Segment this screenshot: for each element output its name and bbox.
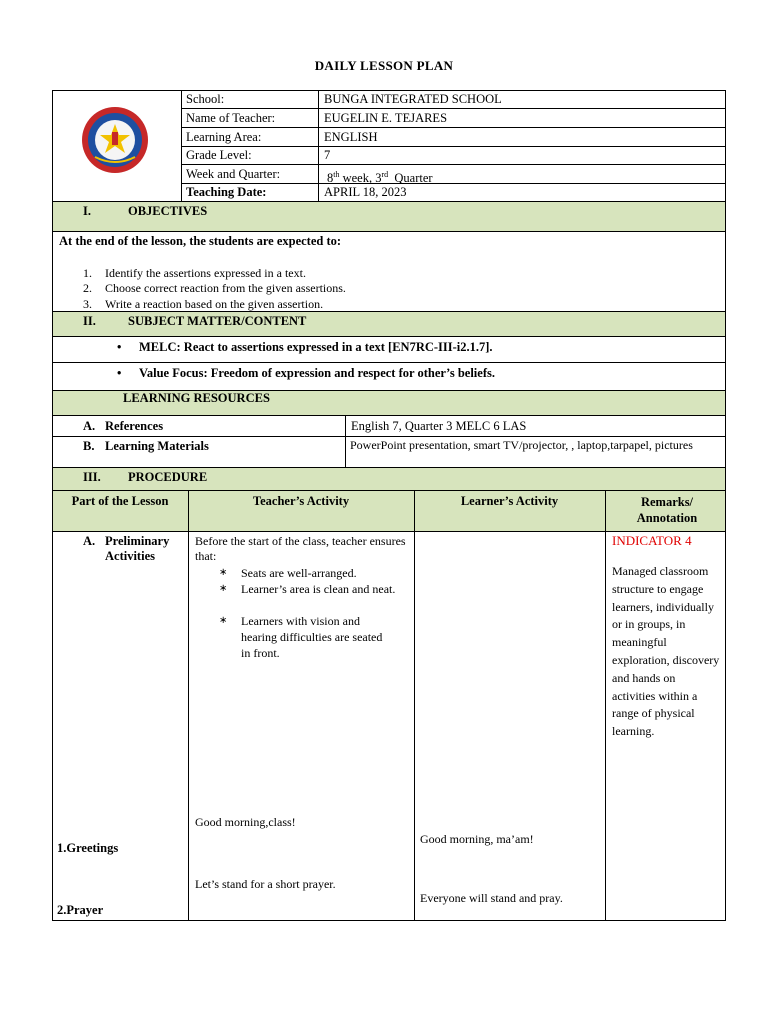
learner-greeting: Good morning, ma’am! bbox=[420, 832, 534, 846]
references-letter: A. bbox=[83, 419, 96, 433]
step-prayer: 2.Prayer bbox=[57, 903, 104, 917]
teacher-bullet-2: Learner’s area is clean and neat. bbox=[241, 582, 396, 596]
procedure-number: III. bbox=[83, 470, 101, 484]
objective-item-2: Choose correct reaction from the given assertions. bbox=[105, 281, 346, 295]
part-letter: A. bbox=[83, 534, 96, 548]
remarks-indicator: INDICATOR 4 bbox=[612, 533, 692, 548]
teacher-prayer: Let’s stand for a short prayer. bbox=[195, 877, 336, 891]
teacher-intro: Before the start of the class, teacher ensures that: bbox=[195, 534, 406, 563]
value-focus-bullet: Value Focus: Freedom of expression and respect for other’s beliefs. bbox=[139, 366, 495, 380]
teacher-greeting: Good morning,class! bbox=[195, 815, 296, 829]
materials-label: Learning Materials bbox=[105, 439, 209, 453]
objective-item-3: Write a reaction based on the given assertion. bbox=[105, 297, 324, 311]
info-value-grade: 7 bbox=[324, 148, 331, 162]
objectives-intro: At the end of the lesson, the students are expected to: bbox=[59, 234, 342, 248]
subject-heading: SUBJECT MATTER/CONTENT bbox=[128, 314, 307, 328]
info-label-week: Week and Quarter: bbox=[186, 167, 281, 181]
teacher-bullet-1: Seats are well-arranged. bbox=[241, 566, 357, 580]
info-label-grade: Grade Level: bbox=[186, 148, 252, 162]
resources-heading: LEARNING RESOURCES bbox=[123, 391, 270, 405]
column-remarks: Remarks/ Annotation bbox=[636, 495, 698, 525]
info-value-school: BUNGA INTEGRATED SCHOOL bbox=[324, 92, 502, 106]
info-value-area: ENGLISH bbox=[324, 130, 378, 144]
melc-bullet: MELC: React to assertions expressed in a text [EN7RC-III-i2.1.7]. bbox=[139, 340, 493, 354]
info-value-week: 8th week, 3rd Quarter bbox=[327, 170, 433, 186]
objectives-number: I. bbox=[83, 204, 91, 218]
teacher-bullet-3: Learners with vision and hearing difficulties are seated in front. bbox=[241, 614, 383, 660]
materials-value: PowerPoint presentation, smart TV/projector, , laptop,tarpapel, pictures bbox=[350, 438, 693, 452]
bullet-icon: • bbox=[117, 366, 122, 380]
page-title: DAILY LESSON PLAN bbox=[314, 58, 454, 73]
column-part: Part of the Lesson bbox=[71, 494, 169, 508]
info-label-school: School: bbox=[186, 92, 225, 106]
objective-item-1: Identify the assertions expressed in a text. bbox=[105, 266, 306, 280]
subject-number: II. bbox=[83, 314, 96, 328]
learner-prayer: Everyone will stand and pray. bbox=[420, 891, 563, 905]
info-label-date: Teaching Date: bbox=[186, 185, 267, 199]
asterisk-icon: ∗ bbox=[219, 583, 228, 594]
info-label-teacher: Name of Teacher: bbox=[186, 111, 276, 125]
school-logo bbox=[69, 105, 161, 175]
column-teacher: Teacher’s Activity bbox=[252, 494, 350, 508]
info-value-date: APRIL 18, 2023 bbox=[324, 185, 407, 199]
bullet-icon: • bbox=[117, 340, 122, 354]
asterisk-icon: ∗ bbox=[219, 567, 228, 578]
info-value-teacher: EUGELIN E. TEJARES bbox=[324, 111, 448, 125]
part-label: Preliminary Activities bbox=[105, 534, 170, 563]
objective-number-2: 2. bbox=[83, 281, 92, 295]
procedure-heading: PROCEDURE bbox=[128, 470, 208, 484]
asterisk-icon: ∗ bbox=[219, 615, 228, 626]
objective-number-3: 3. bbox=[83, 297, 92, 311]
references-value: English 7, Quarter 3 MELC 6 LAS bbox=[351, 419, 527, 433]
objective-number-1: 1. bbox=[83, 266, 92, 280]
materials-letter: B. bbox=[83, 439, 95, 453]
remarks-text: Managed classroom structure to engage learners, individually or in groups, in meaningful exploration, discovery and hands on activities within a range of physical learning. bbox=[612, 564, 720, 739]
step-greetings: 1.Greetings bbox=[57, 841, 119, 855]
info-label-area: Learning Area: bbox=[186, 130, 262, 144]
references-label: References bbox=[105, 419, 164, 433]
objectives-heading: OBJECTIVES bbox=[128, 204, 208, 218]
column-learner: Learner’s Activity bbox=[460, 494, 559, 508]
